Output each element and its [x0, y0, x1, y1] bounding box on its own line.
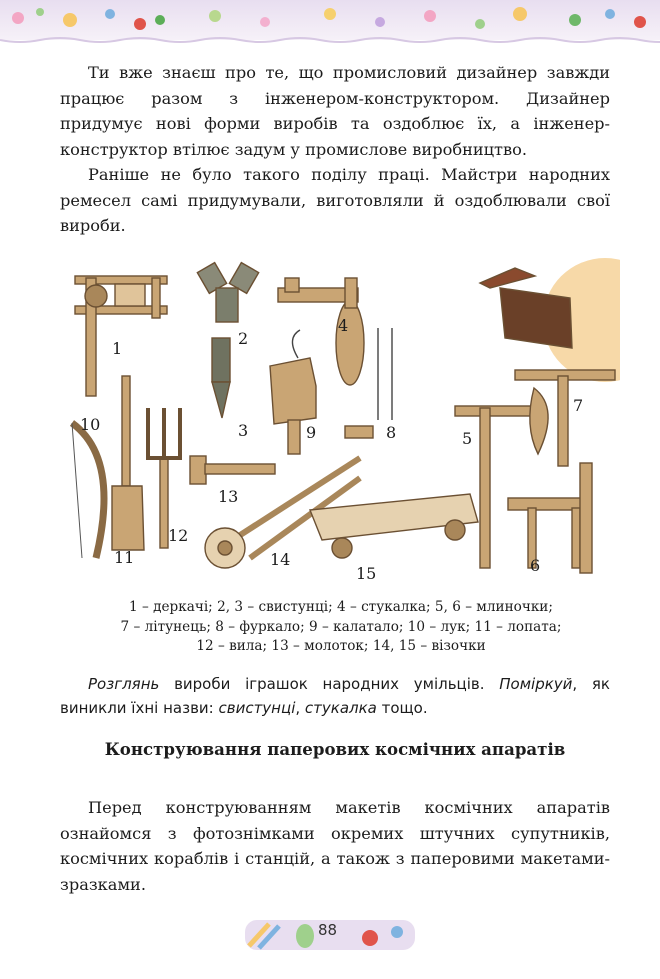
label-10: 10: [80, 415, 101, 434]
label-12: 12: [168, 526, 189, 545]
caption-line: 7 – літунець; 8 – фуркало; 9 – калатало; 10 – лук; 11 – лопата;: [120, 618, 562, 635]
label-4: 4: [338, 316, 349, 335]
page-number: 88: [318, 921, 338, 939]
label-2: 2: [238, 329, 249, 348]
label-5: 5: [462, 429, 473, 448]
label-8: 8: [386, 423, 397, 442]
shovel-toy: [112, 376, 144, 550]
label-9: 9: [306, 423, 317, 442]
section-paragraph: Перед конструюванням макетів космічних апаратів ознайомся з фотознімками окремих штучних супутників, космічних кораблів і станцій, а також з паперовими макетами-зразками.: [60, 798, 610, 894]
instruction-paragraph: [60, 672, 610, 720]
instruction-text: , як виникли їхні назви:: [60, 675, 610, 717]
label-1: 1: [112, 339, 123, 358]
figure-caption: [46, 598, 636, 657]
label-3: 3: [238, 421, 249, 440]
italic-word: Розглянь: [88, 675, 160, 693]
rattle-toy: [75, 276, 167, 396]
history-paragraph: Раніше не було такого поділу праці. Майстри народних ремесел самі придумували, виготовляли й оздоблювали свої вироби.: [60, 165, 610, 235]
label-15: 15: [356, 564, 377, 583]
bow-toy: [72, 423, 104, 558]
label-14: 14: [270, 550, 291, 569]
whistle-toy: [197, 263, 258, 322]
wagon-toy: [310, 494, 478, 558]
italic-word: Поміркуй: [499, 675, 573, 693]
section-heading: Конструювання паперових космічних апаратів: [104, 739, 566, 759]
windmill-toy: [455, 388, 592, 573]
berry-icon: [362, 930, 378, 946]
instruction-text: ,: [295, 699, 305, 717]
italic-word: свистунці: [218, 699, 296, 717]
flower-icon: [391, 926, 403, 938]
folk-toys-illustration: [60, 258, 620, 588]
italic-word: стукалка: [304, 699, 377, 717]
instruction-text: тощо.: [376, 699, 428, 717]
whistle-toy-2: [212, 338, 230, 418]
caption-line: 1 – деркачі; 2, 3 – свистунці; 4 – стукалка; 5, 6 – млиночки;: [129, 599, 553, 615]
intro-paragraph: Ти вже знаєш про те, що промисловий дизайнер завжди працює разом з інженером-конструктором. Дизайнер придумує нові форми виробів та оздоблює їх, а інженер-конструктор втілює задум у промислове виробництво.: [60, 63, 610, 159]
leaf-icon: [296, 924, 314, 948]
header-decoration: [0, 0, 660, 44]
label-11: 11: [114, 548, 135, 567]
label-13: 13: [218, 487, 239, 506]
caption-line: 12 – вила; 13 – молоток; 14, 15 – візочки: [196, 638, 486, 654]
hammer-toy: [190, 456, 275, 484]
label-7: 7: [573, 396, 584, 415]
label-6: 6: [530, 556, 541, 575]
instruction-text: вироби іграшок народних умільців.: [159, 675, 500, 693]
